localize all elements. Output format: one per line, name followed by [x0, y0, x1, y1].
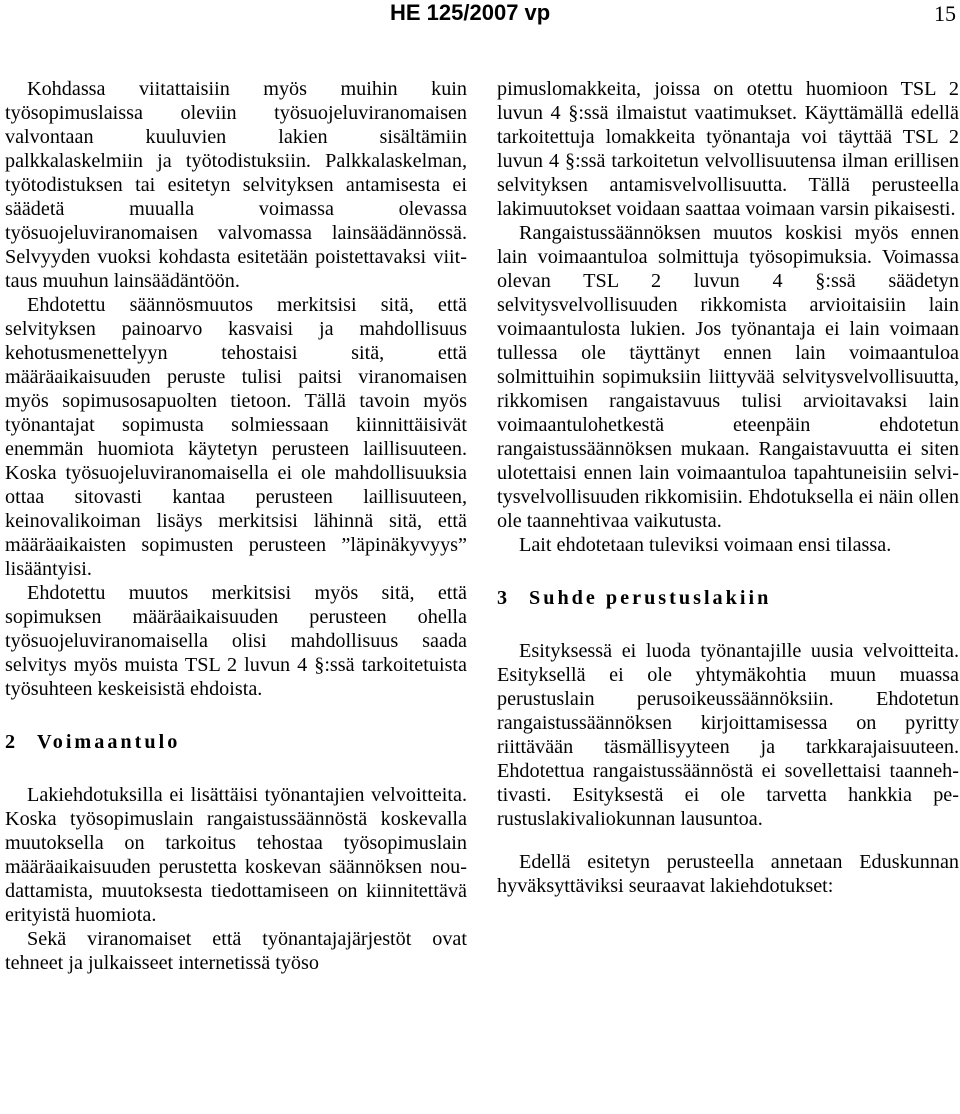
- section-title: Suhde perustuslakiin: [529, 587, 772, 609]
- paragraph: Kohdassa viitattaisiin myös muihin kuin työsopimuslaissa oleviin työsuojeluviranomaisen valvontaan kuuluvien lakien sisältämiin palkkalaskelmiin ja työtodistuksiin. Palkkalaskelman, työtodistuksen tai esitetyn selvityksen antamisesta ei säädetä muualla voimassa olevassa työsuojeluviranomaisen valvomassa lainsäädännössä. Selvyyden vuoksi kohdasta esitetään poistettavaksi viittaus muuhun lainsäädäntöön.: [5, 78, 467, 292]
- section-title: Voimaantulo: [37, 731, 181, 753]
- section-number: 3: [497, 587, 511, 609]
- paragraph: Ehdotettu muutos merkitsisi myös sitä, että sopimuksen määräaikaisuuden perusteen ohella työsuojeluviranomaisella olisi mahdollisuus saada selvitys myös muista TSL 2 luvun 4 §:ssä tarkoitetuista työsuhteen keskeisistä ehdoista.: [5, 582, 467, 700]
- section-number: 2: [5, 731, 19, 753]
- document-reference: HE 125/2007 vp: [390, 0, 551, 25]
- paragraph: Ehdotettu säännösmuutos merkitsisi sitä, että selvityksen painoarvo kasvaisi ja mahdollisuus kehotusmenettelyyn tehostaisi sitä, että määräaikaisuuden peruste tulisi paitsi viranomaisen myös sopimusosapuolten tietoon. Tällä tavoin myös työnantajat sopimusta solmiessaan kiinnittäisivät enemmän huomiota käytetyn perusteen laillisuuteen. Koska työsuojeluviranomaisella ei ole mahdollisuuksia ottaa sitovasti kantaa perusteen laillisuuteen, keinovalikoiman lisäys merkitsisi lähinnä sitä, että määräaikaisten sopimusten perusteen ”läpinäkyvyys” lisääntyisi.: [5, 294, 467, 580]
- page-header: [0, 0, 960, 36]
- page-number: 15: [934, 1, 956, 26]
- section-heading-voimaantulo: [5, 730, 467, 754]
- paragraph: Rangaistussäännöksen muutos koskisi myös ennen lain voimaantuloa solmittuja työsopimuksia. Voimassa olevan TSL 2 luvun 4 §:ssä säädetyn selvitysvelvollisuuden rikkomista arvioitaisiin lain voimaantulosta lukien. Jos työnantaja ei lain voimaan tullessa ole täyttänyt ennen lain voimaantuloa solmittuihin sopimuksiin liittyvää selvitysvelvollisuutta, rikkomisen rangaistavuus tulisi arvioitavaksi lain voimaantulohetkestä eteenpäin ehdotetun rangaistussäännöksen mukaan. Rangaistavuutta ei siten ulotettaisi ennen lain voimaantuloa tapahtuneisiin selvitysvelvollisuuden rikkomisiin. Ehdotuksella ei näin ollen ole taannehtivaa vaikutusta.: [497, 222, 959, 532]
- paragraph: Lait ehdotetaan tuleviksi voimaan ensi tilassa.: [519, 534, 892, 556]
- paragraph: Lakiehdotuksilla ei lisättäisi työnantajien velvoitteita. Koska työsopimuslain rangaistussäännöstä koskevalla muutoksella on tarkoitus tehostaa työsopimuslain määräaikaisuuden perustetta koskevan säännöksen noudattamista, muutoksesta tiedottamiseen on kiinnitettävä erityistä huomiota.: [5, 784, 467, 926]
- left-column: [5, 77, 467, 975]
- right-column: [497, 77, 959, 898]
- paragraph: Esityksessä ei luoda työnantajille uusia velvoitteita. Esityksellä ei ole yhtymäkohtia muun muassa perustuslain perusoikeussäännöksiin. Ehdotetun rangaistussäännöksen kirjoittamisessa on pyritty riittävään täsmällisyyteen ja tarkkarajaisuuteen. Ehdotettua rangaistussäännöstä ei sovellettaisi taannehtivasti. Esityksestä ei ole tarvetta hankkia perustuslakivaliokunnan lausuntoa.: [497, 640, 959, 830]
- paragraph: Sekä viranomaiset että työnantajajärjestöt ovat tehneet ja julkaisseet internetissä työso: [5, 928, 467, 974]
- section-heading-suhde-perustuslakiin: [497, 586, 959, 610]
- paragraph: pimuslomakkeita, joissa on otettu huomioon TSL 2 luvun 4 §:ssä ilmaistut vaatimukset. Käyttämällä edellä tarkoitettuja lomakkeita työnantaja voi täyttää TSL 2 luvun 4 §:ssä tarkoitetun velvollisuutensa ilman erillisen selvityksen antamisvelvollisuutta. Tällä perusteella lakimuutokset voidaan saattaa voimaan varsin pikaisesti.: [497, 78, 959, 220]
- paragraph: Edellä esitetyn perusteella annetaan Eduskunnan hyväksyttäviksi seuraavat lakiehdotukset:: [497, 851, 959, 897]
